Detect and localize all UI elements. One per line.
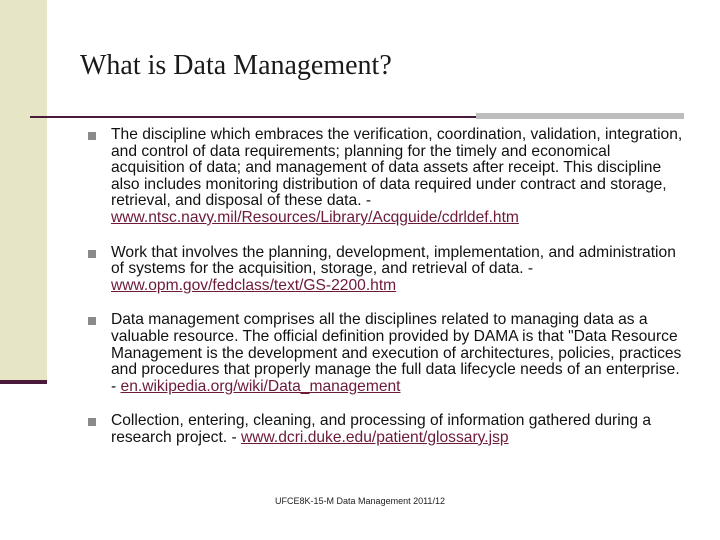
bullet-item-1 <box>86 127 686 227</box>
bullet-item-3 <box>86 312 686 395</box>
title-underline-shadow <box>476 113 684 119</box>
slide-title: What is Data Management? <box>80 50 392 81</box>
bullet-link[interactable]: en.wikipedia.org/wiki/Data_management <box>120 377 401 395</box>
square-bullet-icon <box>88 418 96 426</box>
bullet-text: Work that involves the planning, development, implementation, and administration of systems for the acquisition, storage, and retrieval of data. - <box>111 243 676 278</box>
bullet-link[interactable]: www.ntsc.navy.mil/Resources/Library/Acqguide/cdrldef.htm <box>111 208 519 226</box>
left-accent-bar <box>0 380 47 384</box>
square-bullet-icon <box>88 317 96 325</box>
bullet-link[interactable]: www.opm.gov/fedclass/text/GS-2200.htm <box>111 276 397 294</box>
bullet-link[interactable]: www.dcri.duke.edu/patient/glossary.jsp <box>241 428 509 446</box>
square-bullet-icon <box>88 132 96 140</box>
bullet-item-4 <box>86 413 686 446</box>
square-bullet-icon <box>88 250 96 258</box>
bullet-list <box>86 127 686 465</box>
left-decorative-band <box>0 0 47 384</box>
bullet-text: The discipline which embraces the verification, coordination, validation, integration, and control of data requirements; planning for the timely and economical acquisition of data; and management of data assets after receipt. This discipline also includes monitoring distribution of data required under contract and storage, retrieval, and disposal of these data. - <box>111 126 683 210</box>
bullet-item-2 <box>86 245 686 295</box>
slide-footer: UFCE8K-15-M Data Management 2011/12 <box>275 496 445 506</box>
bullet-text: Data management comprises all the disciplines related to managing data as a valuable resource. The official definition provided by DAMA is that "Data Resource Management is the development and execution of architectures, policies, practices and procedures that properly manage the full data lifecycle needs of an enterprise. - <box>111 311 682 395</box>
bullet-text: Collection, entering, cleaning, and processing of information gathered during a research project. - <box>111 412 652 446</box>
